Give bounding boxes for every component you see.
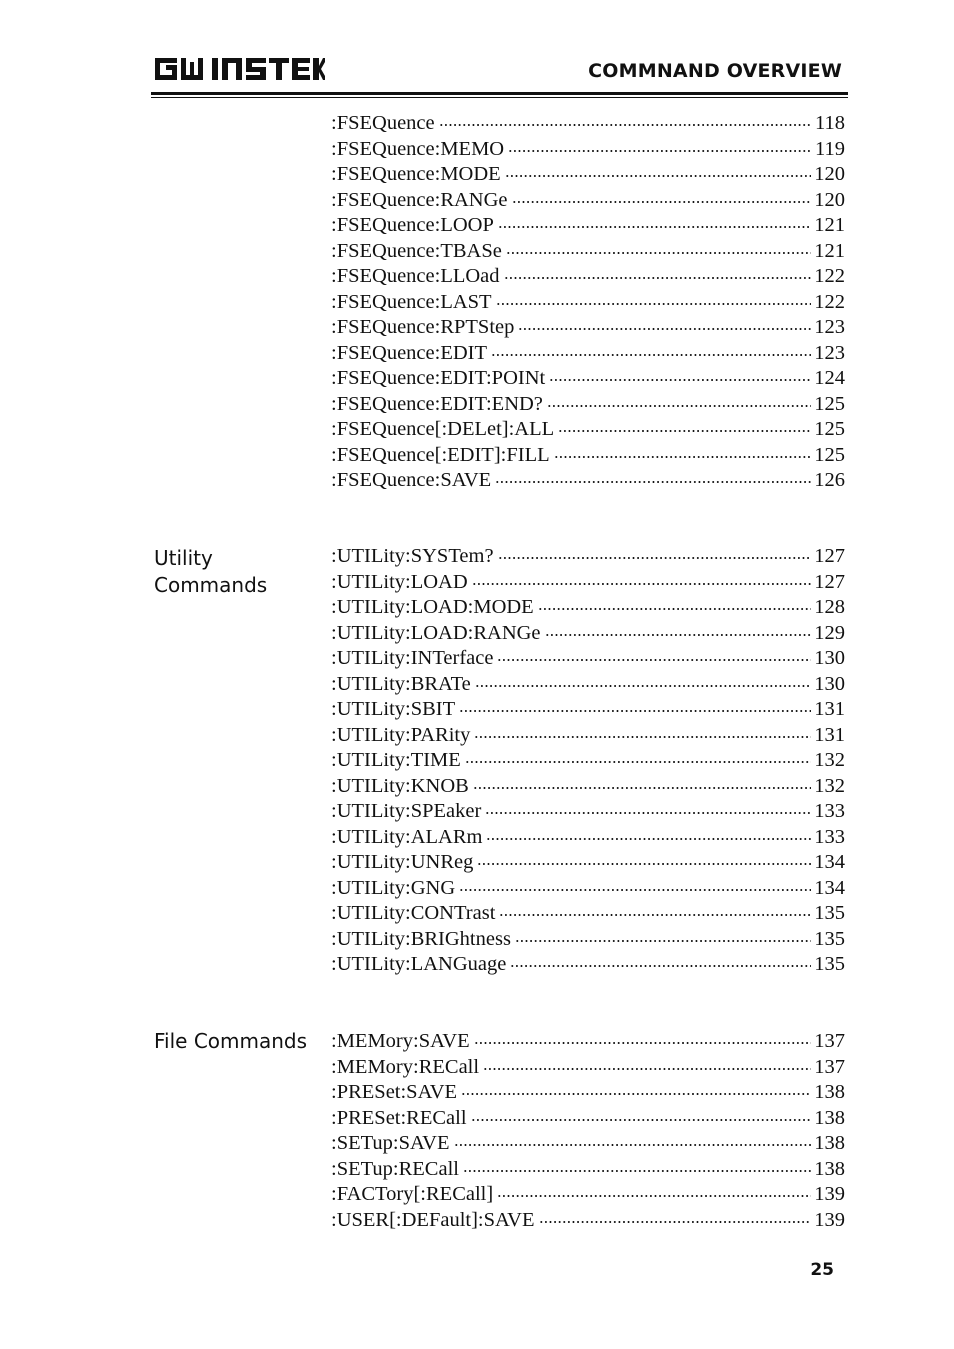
toc-page: 121 xyxy=(814,239,845,262)
toc-entry xyxy=(331,211,845,237)
toc-entry xyxy=(331,466,845,492)
toc-entry xyxy=(331,1104,845,1130)
toc-list-file xyxy=(331,1027,845,1231)
toc-command: :FSEQuence xyxy=(331,112,435,134)
toc-command: :FSEQuence:MODE xyxy=(331,163,501,185)
toc-list-utility xyxy=(331,542,845,976)
toc-page: 123 xyxy=(814,341,845,364)
toc-entry xyxy=(331,1155,845,1181)
toc-command: :UTILity:LOAD:MODE xyxy=(331,596,534,618)
toc-page: 127 xyxy=(814,545,845,567)
toc-command: :PRESet:RECall xyxy=(331,1106,467,1129)
toc-command: :FSEQuence:EDIT:END? xyxy=(331,392,543,415)
toc-entry xyxy=(331,288,845,314)
toc-command: :UTILity:UNReg xyxy=(331,851,474,873)
toc-page: 138 xyxy=(814,1081,845,1103)
toc-entry xyxy=(331,1180,845,1206)
toc-page: 121 xyxy=(814,214,845,236)
section-label-utility xyxy=(154,545,324,599)
dot-leader xyxy=(508,135,811,155)
toc-entry xyxy=(331,925,845,951)
toc-entry xyxy=(331,695,845,721)
header-rule-thin xyxy=(151,97,848,98)
dot-leader xyxy=(539,1206,812,1226)
toc-entry xyxy=(331,135,845,161)
toc-page: 132 xyxy=(814,749,845,771)
page-number: 25 xyxy=(810,1260,834,1280)
dot-leader xyxy=(554,441,811,461)
toc-list-fsequence xyxy=(331,109,845,492)
toc-entry xyxy=(331,772,845,798)
toc-page: 132 xyxy=(814,774,845,797)
toc-page: 134 xyxy=(814,851,845,873)
dot-leader xyxy=(518,313,811,333)
dot-leader xyxy=(495,466,811,486)
toc-entry xyxy=(331,1053,845,1079)
dot-leader xyxy=(477,848,811,868)
toc-entry xyxy=(331,160,845,186)
toc-command: :UTILity:SBIT xyxy=(331,698,456,720)
toc-page: 123 xyxy=(814,316,845,338)
toc-command: :FSEQuence:LAST xyxy=(331,290,492,313)
toc-page: 134 xyxy=(814,876,845,899)
toc-page: 130 xyxy=(814,647,845,669)
toc-page: 126 xyxy=(814,469,845,491)
toc-entry xyxy=(331,1129,845,1155)
dot-leader xyxy=(498,211,811,231)
header-title: COMMNAND OVERVIEW xyxy=(588,60,842,82)
toc-command: :FSEQuence[:DELet]:ALL xyxy=(331,418,555,440)
toc-entry xyxy=(331,1078,845,1104)
dot-leader xyxy=(496,288,811,308)
toc-command: :FSEQuence:LLOad xyxy=(331,265,500,287)
toc-command: :USER[:DEFault]:SAVE xyxy=(331,1208,535,1231)
dot-leader xyxy=(486,823,811,843)
section-label-line: Utility xyxy=(154,546,213,570)
toc-page: 138 xyxy=(814,1157,845,1180)
toc-page: 125 xyxy=(814,418,845,440)
toc-page: 120 xyxy=(814,188,845,211)
toc-page: 120 xyxy=(814,163,845,185)
toc-command: :FSEQuence:RPTStep xyxy=(331,316,515,338)
dot-leader xyxy=(506,237,811,257)
toc-command: :FSEQuence:EDIT xyxy=(331,341,487,364)
dot-leader xyxy=(461,1078,811,1098)
dot-leader xyxy=(472,568,811,588)
toc-page: 128 xyxy=(814,596,845,618)
toc-command: :UTILity:LOAD xyxy=(331,570,468,593)
toc-entry xyxy=(331,390,845,416)
toc-page: 122 xyxy=(814,265,845,287)
dot-leader xyxy=(558,415,811,435)
dot-leader xyxy=(515,925,811,945)
dot-leader xyxy=(483,1053,811,1073)
dot-leader xyxy=(504,262,811,282)
toc-entry xyxy=(331,746,845,772)
dot-leader xyxy=(497,1180,811,1200)
dot-leader xyxy=(499,899,811,919)
toc-entry xyxy=(331,186,845,212)
toc-command: :UTILity:PARity xyxy=(331,723,471,746)
toc-command: :UTILity:CONTrast xyxy=(331,902,496,924)
toc-entry xyxy=(331,415,845,441)
toc-command: :FSEQuence:TBASe xyxy=(331,239,502,262)
toc-page: 137 xyxy=(814,1030,845,1052)
toc-page: 122 xyxy=(814,290,845,313)
dot-leader xyxy=(474,721,811,741)
toc-page: 137 xyxy=(814,1055,845,1078)
toc-command: :FSEQuence:MEMO xyxy=(331,137,505,160)
toc-page: 118 xyxy=(815,112,845,134)
toc-entry xyxy=(331,950,845,976)
toc-page: 135 xyxy=(814,902,845,924)
toc-command: :PRESet:SAVE xyxy=(331,1081,458,1103)
dot-leader xyxy=(497,644,811,664)
toc-entry xyxy=(331,262,845,288)
toc-page: 135 xyxy=(814,927,845,950)
toc-entry xyxy=(331,313,845,339)
toc-command: :FACTory[:RECall] xyxy=(331,1183,494,1205)
dot-leader xyxy=(545,619,811,639)
dot-leader xyxy=(510,950,811,970)
toc-page: 138 xyxy=(814,1106,845,1129)
toc-command: :UTILity:INTerface xyxy=(331,647,494,669)
section-label-line: Commands xyxy=(154,573,268,597)
toc-entry xyxy=(331,721,845,747)
toc-entry xyxy=(331,568,845,594)
toc-command: :FSEQuence[:EDIT]:FILL xyxy=(331,443,550,466)
section-label-line: File Commands xyxy=(154,1029,308,1053)
toc-entry xyxy=(331,899,845,925)
toc-command: :UTILity:LOAD:RANGe xyxy=(331,621,541,644)
toc-page: 131 xyxy=(814,723,845,746)
section-label-file xyxy=(154,1028,324,1055)
toc-page: 127 xyxy=(814,570,845,593)
toc-page: 129 xyxy=(814,621,845,644)
gw-instek-logo xyxy=(153,52,325,86)
header-rule xyxy=(151,92,848,95)
dot-leader xyxy=(459,695,811,715)
toc-entry xyxy=(331,237,845,263)
toc-command: :FSEQuence:EDIT:POINt xyxy=(331,367,546,389)
toc-entry xyxy=(331,1206,845,1232)
toc-command: :UTILity:BRIGhtness xyxy=(331,927,511,950)
toc-entry xyxy=(331,644,845,670)
toc-page: 133 xyxy=(814,800,845,822)
toc-entry xyxy=(331,823,845,849)
toc-entry xyxy=(331,848,845,874)
dot-leader xyxy=(485,797,811,817)
toc-entry xyxy=(331,542,845,568)
dot-leader xyxy=(512,186,811,206)
dot-leader xyxy=(547,390,811,410)
toc-entry xyxy=(331,874,845,900)
toc-page: 119 xyxy=(815,137,845,160)
toc-command: :FSEQuence:RANGe xyxy=(331,188,508,211)
toc-command: :UTILity:SPEaker xyxy=(331,800,482,822)
dot-leader xyxy=(475,670,811,690)
toc-command: :UTILity:LANGuage xyxy=(331,953,507,975)
toc-page: 133 xyxy=(814,825,845,848)
toc-command: :FSEQuence:SAVE xyxy=(331,469,492,491)
dot-leader xyxy=(505,160,811,180)
toc-command: :FSEQuence:LOOP xyxy=(331,214,494,236)
toc-entry xyxy=(331,1027,845,1053)
dot-leader xyxy=(459,874,811,894)
dot-leader xyxy=(474,1027,811,1047)
toc-command: :UTILity:GNG xyxy=(331,876,456,899)
toc-page: 124 xyxy=(814,367,845,389)
toc-command: :UTILity:SYSTem? xyxy=(331,545,494,567)
toc-command: :SETup:RECall xyxy=(331,1157,459,1180)
toc-page: 139 xyxy=(814,1183,845,1205)
dot-leader xyxy=(463,1155,811,1175)
toc-page: 125 xyxy=(814,392,845,415)
dot-leader xyxy=(491,339,811,359)
dot-leader xyxy=(473,772,811,792)
toc-page: 125 xyxy=(814,443,845,466)
toc-entry xyxy=(331,797,845,823)
dot-leader xyxy=(439,109,811,129)
toc-entry xyxy=(331,339,845,365)
toc-page: 135 xyxy=(814,953,845,975)
toc-command: :UTILity:ALARm xyxy=(331,825,483,848)
dot-leader xyxy=(549,364,811,384)
dot-leader xyxy=(498,542,811,562)
toc-command: :SETup:SAVE xyxy=(331,1132,450,1154)
dot-leader xyxy=(465,746,811,766)
toc-entry xyxy=(331,109,845,135)
toc-page: 138 xyxy=(814,1132,845,1154)
dot-leader xyxy=(471,1104,811,1124)
toc-entry xyxy=(331,670,845,696)
dot-leader xyxy=(454,1129,811,1149)
toc-page: 131 xyxy=(814,698,845,720)
toc-entry xyxy=(331,619,845,645)
dot-leader xyxy=(538,593,811,613)
toc-entry xyxy=(331,364,845,390)
toc-command: :MEMory:SAVE xyxy=(331,1030,470,1052)
toc-command: :UTILity:TIME xyxy=(331,749,461,771)
toc-page: 139 xyxy=(814,1208,845,1231)
toc-entry xyxy=(331,441,845,467)
toc-page: 130 xyxy=(814,672,845,695)
toc-command: :UTILity:KNOB xyxy=(331,774,469,797)
toc-command: :MEMory:RECall xyxy=(331,1055,480,1078)
toc-entry xyxy=(331,593,845,619)
toc-command: :UTILity:BRATe xyxy=(331,672,471,695)
